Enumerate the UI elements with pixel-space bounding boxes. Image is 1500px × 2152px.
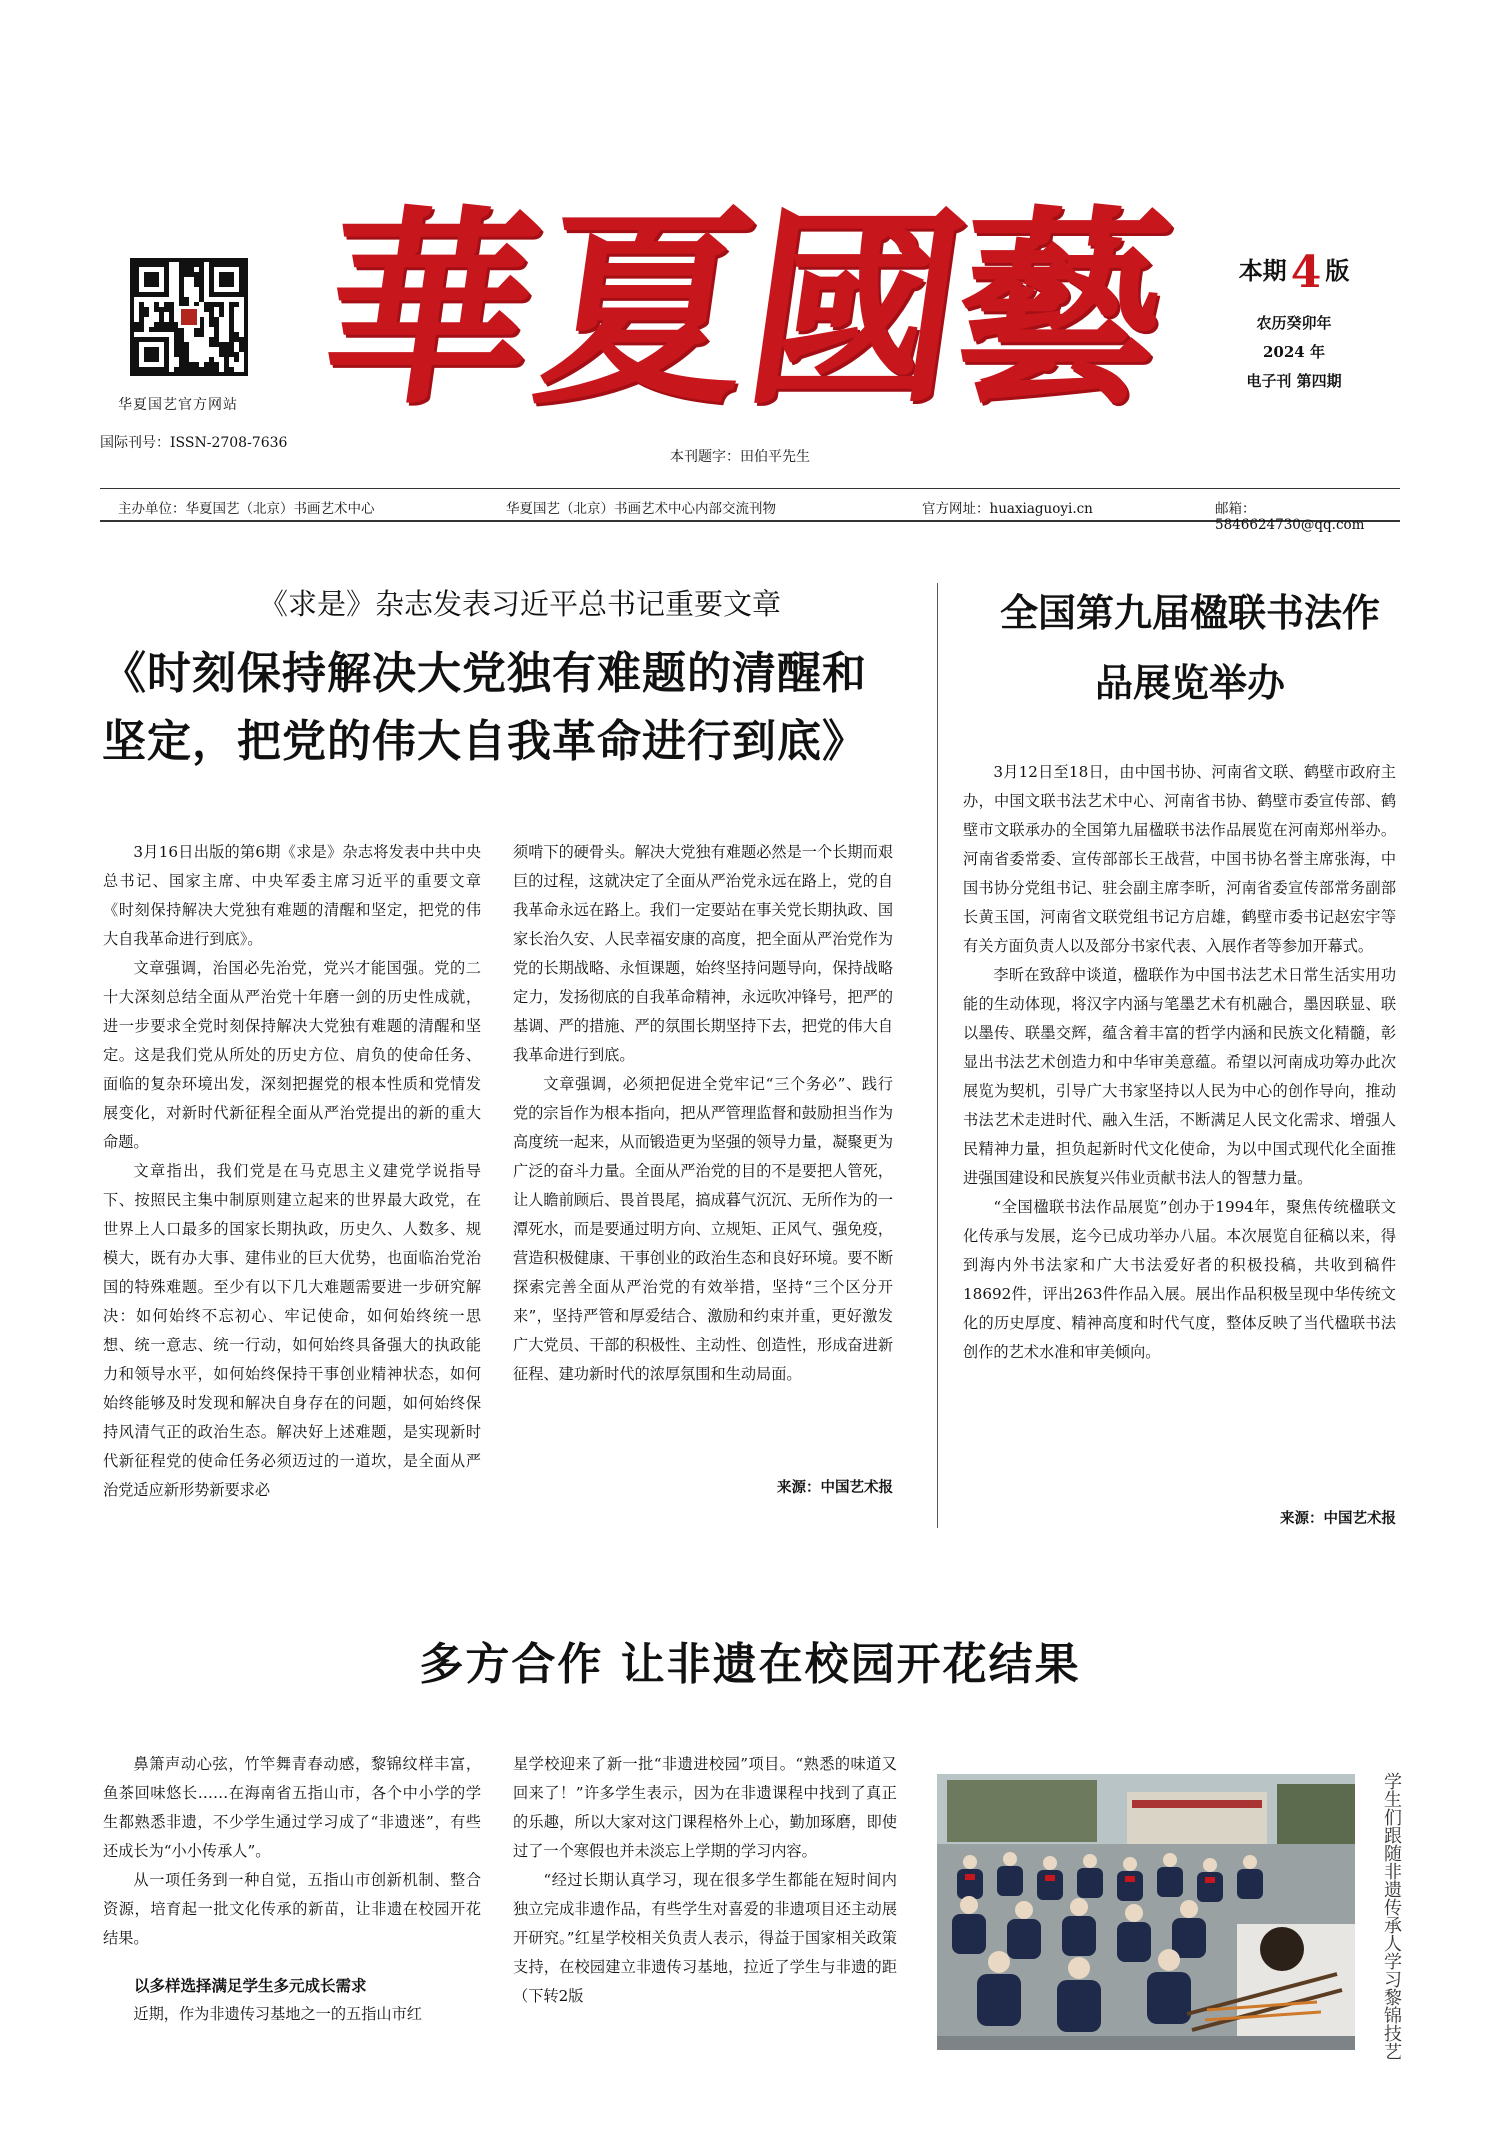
qr-module [174, 352, 179, 357]
column-divider [937, 583, 938, 1528]
issue-edition: 电子刊 第四期 [1246, 372, 1342, 390]
qr-module [164, 292, 169, 297]
qr-module [224, 357, 229, 362]
qr-module [134, 342, 139, 347]
paragraph: 鼻箫声动心弦，竹竿舞青春动感，黎锦纹样丰富，鱼茶回味悠长……在海南省五指山市，各个中小学的学生都熟悉非遗，不少学生通过学习成了“非遗迷”，有些还成长为“小小传承人”。 [103, 1755, 481, 1860]
qr-module [239, 342, 244, 347]
qr-module [209, 367, 214, 372]
qr-module [154, 302, 159, 307]
qr-module [179, 352, 184, 357]
qr-module [179, 342, 184, 347]
qr-module [199, 277, 204, 282]
qr-module [189, 272, 194, 277]
qr-module [164, 322, 169, 327]
qr-module [234, 262, 239, 267]
qr-module [184, 297, 189, 302]
qr-module [174, 337, 179, 342]
lunar-year: 农历癸卯年 [1256, 314, 1332, 332]
qr-code[interactable] [130, 258, 248, 376]
qr-module [229, 312, 234, 317]
qr-module [184, 267, 189, 272]
qr-module [179, 292, 184, 297]
logo-inscription: 本刊题字：田伯平先生 [670, 449, 810, 465]
qr-module [134, 282, 139, 287]
qr-module [154, 292, 159, 297]
qr-module [219, 342, 224, 347]
qr-module [199, 292, 204, 297]
qr-module [184, 357, 189, 362]
qr-module [209, 322, 214, 327]
qr-module [214, 302, 219, 307]
qr-module [179, 277, 184, 282]
qr-module [234, 337, 239, 342]
qr-module [144, 272, 149, 277]
qr-module [184, 262, 189, 267]
qr-module [149, 367, 154, 372]
paragraph: 文章强调，治国必先治党，党兴才能国强。党的二十大深刻总结全面从严治党十年磨一剑的历史性成就，进一步要求全党时刻保持解决大党独有难题的清醒和坚定。这是我们党从所处的历史方位、肩负的使命任务、面临的复杂环境出发，深刻把握党的根本性质和党情发展变化，对新时代新征程全面从严治党提出的新的重大命题。 [103, 959, 481, 1151]
qr-module [134, 337, 139, 342]
qr-module [159, 317, 164, 322]
qr-module [214, 367, 219, 372]
qr-module [229, 307, 234, 312]
qr-module [164, 362, 169, 367]
qr-module [219, 277, 224, 282]
qr-module [239, 287, 244, 292]
qr-module [134, 357, 139, 362]
logo-char-1: 華 [307, 186, 553, 433]
qr-module [239, 292, 244, 297]
qr-module [154, 357, 159, 362]
qr-module [234, 302, 239, 307]
qr-module [199, 332, 204, 337]
qr-module [229, 332, 234, 337]
issue-number: 4 [1290, 247, 1322, 298]
qr-module [189, 367, 194, 372]
qr-module [139, 367, 144, 372]
qr-module [134, 322, 139, 327]
qr-module [219, 352, 224, 357]
qr-module [194, 367, 199, 372]
qr-module [239, 337, 244, 342]
qr-module [134, 352, 139, 357]
qr-module [189, 262, 194, 267]
qr-module [169, 327, 174, 332]
paragraph: 星学校迎来了新一批“非遗进校园”项目。“熟悉的味道又回来了！”许多学生表示，因为在非遗课程中找到了真正的乐趣，所以大家对这门课程格外上心，勤加琢磨，即使过了一个寒假也并未淡忘上学期的学习内容。 [513, 1755, 897, 1860]
qr-module [209, 302, 214, 307]
qr-module [199, 282, 204, 287]
qr-module [204, 307, 209, 312]
qr-module [164, 337, 169, 342]
qr-module [224, 272, 229, 277]
qr-module [219, 302, 224, 307]
qr-module [134, 362, 139, 367]
qr-module [224, 367, 229, 372]
paragraph: 李昕在致辞中谈道，楹联作为中国书法艺术日常生活实用功能的生动体现，将汉字内涵与笔墨艺术有机融合，墨因联显、联以墨传、联墨交辉，蕴含着丰富的哲学内涵和民族文化精髓，彰显出书法艺术创造力和中华审美意蕴。希望以河南成功筹办此次展览为契机，引导广大书家坚持以人民为中心的创作导向，推动书法艺术走进时代、融入生活，不断满足人民文化需求、增强人民精神力量，担负起新时代文化使命，为以中国式现代化全面推进强国建设和民族复兴伟业贡献书法人的智慧力量。 [963, 966, 1396, 1187]
qr-module [204, 362, 209, 367]
issue-year: 2024 年 [1263, 343, 1325, 361]
qr-module [169, 317, 174, 322]
qr-module [229, 302, 234, 307]
qr-module [204, 367, 209, 372]
qr-module [139, 337, 144, 342]
qr-module [139, 322, 144, 327]
qr-module [149, 327, 154, 332]
qr-module [149, 347, 154, 352]
paragraph: “全国楹联书法作品展览”创办于1994年，聚焦传统楹联文化传承与发展，迄今已成功举办八届。本次展览自征稿以来，得到海内外书法家和广大书法爱好者的积极投稿，共收到稿件18692件，评出263件作品入展。展出作品积极呈现中华传统文化的历史厚度、精神高度和时代气度，整体反映了当代楹联书法创作的艺术水准和审美倾向。 [963, 1198, 1396, 1361]
email-link[interactable]: 邮箱：5846624730@qq.com [1215, 501, 1365, 533]
logo-char-4: 藝 [937, 186, 1183, 433]
issn-number: 国际刊号：ISSN-2708-7636 [100, 435, 288, 451]
paragraph: 3月16日出版的第6期《求是》杂志将发表中共中央总书记、国家主席、中央军委主席习近平的重要文章《时刻保持解决大党独有难题的清醒和坚定，把党的伟大自我革命进行到底》。 [103, 843, 481, 948]
qr-module [134, 267, 139, 272]
qr-module [164, 267, 169, 272]
qr-module [134, 277, 139, 282]
qr-module [239, 262, 244, 267]
qr-module [209, 312, 214, 317]
qr-module [164, 342, 169, 347]
qr-module [194, 272, 199, 277]
side-article-body [963, 758, 1396, 1367]
qr-module [184, 347, 189, 352]
qr-module [184, 362, 189, 367]
qr-module [159, 262, 164, 267]
qr-logo-icon [178, 306, 200, 328]
qr-module [164, 352, 169, 357]
qr-module [179, 272, 184, 277]
article-photo [937, 1774, 1355, 2050]
qr-module [159, 322, 164, 327]
qr-module [199, 267, 204, 272]
qr-module [154, 322, 159, 327]
qr-module [194, 282, 199, 287]
qr-module [144, 262, 149, 267]
qr-module [239, 277, 244, 282]
qr-module [179, 362, 184, 367]
qr-module [164, 262, 169, 267]
qr-module [199, 287, 204, 292]
qr-module [169, 322, 174, 327]
qr-module [169, 302, 174, 307]
qr-module [229, 352, 234, 357]
qr-module [154, 277, 159, 282]
publication-note: 华夏国艺（北京）书画艺术中心内部交流刊物 [506, 501, 776, 517]
bottom-article-col1 [103, 1750, 481, 2029]
qr-caption: 华夏国艺官方网站 [118, 397, 238, 413]
qr-module [139, 262, 144, 267]
qr-module [179, 332, 184, 337]
qr-module [224, 347, 229, 352]
paragraph: 文章指出，我们党是在马克思主义建党学说指导下、按照民主集中制原则建立起来的世界最大政党，在世界上人口最多的国家长期执政，历史久、人数多、规模大，既有办大事、建伟业的巨大优势，也面临治党治国的特殊难题。至少有以下几大难题需要进一步研究解决：如何始终不忘初心、牢记使命，如何始终统一思想、统一意志、统一行动，如何始终具备强大的执政能力和领导水平，如何始终保持干事创业精神状态，如何始终能够及时发现和解决自身存在的问题，如何始终保持风清气正的政治生态。解决好上述难题，是实现新时代新征程党的使命任务必须迈过的一道坎，是全面从严治党适应新形势新要求必 [103, 1162, 481, 1499]
qr-module [209, 287, 214, 292]
qr-module [139, 327, 144, 332]
qr-module [174, 342, 179, 347]
qr-module [169, 312, 174, 317]
qr-module [209, 267, 214, 272]
qr-module [134, 262, 139, 267]
paragraph: 3月12日至18日，由中国书协、河南省文联、鹤壁市政府主办，中国文联书法艺术中心、河南省书协、鹤壁市委宣传部、鹤壁市文联承办的全国第九届楹联书法作品展览在河南郑州举办。河南省委常委、宣传部部长王战营，中国书协名誉主席张海，中国书协分党组书记、驻会副主席李昕，河南省委宣传部常务副部长黄玉国，河南省文联党组书记方启雄，鹤壁市委书记赵宏宇等有关方面负责人以及部分书家代表、入展作者等参加开幕式。 [963, 763, 1396, 955]
website-link[interactable]: 官方网址：huaxiaguoyi.cn [922, 501, 1093, 517]
qr-module [144, 282, 149, 287]
qr-module [149, 262, 154, 267]
qr-module [149, 292, 154, 297]
qr-module [214, 292, 219, 297]
qr-module [164, 277, 169, 282]
paragraph: “经过长期认真学习，现在很多学生都能在短时间内独立完成非遗作品，有些学生对喜爱的非遗项目还主动展开研究。”红星学校相关负责人表示，得益于国家相关政策支持，在校园建立非遗传习基地，拉近了学生与非遗的距（下转2版 [513, 1871, 897, 2005]
qr-module [234, 332, 239, 337]
side-article-source: 来源：中国艺术报 [1280, 1511, 1396, 1527]
qr-module [164, 287, 169, 292]
main-article-col2 [513, 838, 893, 1389]
qr-module [214, 362, 219, 367]
qr-module [164, 307, 169, 312]
bottom-article-subhead: 以多样选择满足学生多元成长需求 [134, 1976, 367, 1995]
photo-caption: 学生们跟随非遗传承人学习黎锦技艺 [1381, 1772, 1402, 2060]
students-weaving-photo [937, 1774, 1355, 2050]
qr-module [149, 277, 154, 282]
main-article-source: 来源：中国艺术报 [777, 1480, 893, 1496]
qr-module [224, 282, 229, 287]
qr-module [219, 347, 224, 352]
qr-module [134, 327, 139, 332]
qr-module [159, 292, 164, 297]
qr-module [184, 352, 189, 357]
qr-module [229, 337, 234, 342]
qr-module [154, 337, 159, 342]
qr-module [144, 367, 149, 372]
qr-module [139, 302, 144, 307]
bottom-article-col2 [513, 1750, 897, 2011]
qr-module [134, 287, 139, 292]
logo-char-3: 國 [732, 186, 978, 433]
qr-module [189, 267, 194, 272]
side-article-title: 全国第九届楹联书法作 品展览举办 [999, 590, 1380, 705]
qr-module [224, 352, 229, 357]
qr-module [154, 347, 159, 352]
qr-module [144, 312, 149, 317]
qr-module [164, 347, 169, 352]
qr-module [169, 307, 174, 312]
qr-module [159, 312, 164, 317]
qr-module [194, 332, 199, 337]
qr-module [214, 332, 219, 337]
qr-module [234, 352, 239, 357]
logo-char-2: 夏 [522, 186, 768, 433]
qr-module [179, 262, 184, 267]
qr-module [239, 282, 244, 287]
qr-module [154, 327, 159, 332]
qr-module [209, 292, 214, 297]
paragraph: 从一项任务到一种自觉，五指山市创新机制、整合资源，培育起一批文化传承的新苗，让非遗在校园开花结果。 [103, 1871, 481, 1947]
qr-module [179, 337, 184, 342]
qr-module [179, 287, 184, 292]
qr-module [194, 262, 199, 267]
qr-module [219, 282, 224, 287]
qr-module [134, 292, 139, 297]
qr-module [144, 347, 149, 352]
qr-module [229, 292, 234, 297]
qr-module [214, 317, 219, 322]
qr-module [209, 277, 214, 282]
qr-module [144, 307, 149, 312]
qr-module [184, 367, 189, 372]
qr-module [159, 367, 164, 372]
qr-module [219, 312, 224, 317]
paragraph: 文章强调，必须把促进全党牢记“三个务必”、践行党的宗旨作为根本指向，把从严管理监督和鼓励担当作为高度统一起来，从而锻造更为坚强的领导力量，凝聚更为广泛的奋斗力量。全面从严治党的目的不是要把人管死，让人瞻前顾后、畏首畏尾，搞成暮气沉沉、无所作为的一潭死水，而是要通过明方向、立规矩、正风气、强免疫，营造积极健康、干事创业的政治生态和良好环境。要不断探索完善全面从严治党的有效举措，坚持“三个区分开来”，坚持严管和厚爱结合、激励和约束并重，更好激发广大党员、干部的积极性、主动性、创造性，形成奋进新征程、建功新时代的浓厚氛围和生动局面。 [513, 1075, 893, 1383]
qr-module [229, 327, 234, 332]
qr-module [209, 282, 214, 287]
qr-module [164, 302, 169, 307]
qr-module [219, 262, 224, 267]
qr-module [154, 282, 159, 287]
qr-module [214, 327, 219, 332]
qr-module [224, 262, 229, 267]
qr-module [214, 337, 219, 342]
qr-module [149, 357, 154, 362]
qr-module [199, 272, 204, 277]
qr-module [179, 267, 184, 272]
main-article-col1 [103, 838, 481, 1505]
qr-module [239, 267, 244, 272]
qr-module [164, 327, 169, 332]
qr-module [179, 297, 184, 302]
qr-module [199, 297, 204, 302]
qr-module [194, 277, 199, 282]
qr-module [229, 322, 234, 327]
qr-module [184, 272, 189, 277]
issue-info [1214, 247, 1374, 391]
qr-module [214, 322, 219, 327]
article-headline: 《时刻保持解决大党独有难题的清醒和 坚定，把党的伟大自我革命进行到底》 [102, 648, 867, 767]
qr-module [189, 362, 194, 367]
qr-module [174, 347, 179, 352]
qr-module [144, 357, 149, 362]
qr-module [224, 292, 229, 297]
qr-module [209, 337, 214, 342]
qr-module [134, 272, 139, 277]
qr-module [229, 262, 234, 267]
qr-module [199, 262, 204, 267]
qr-module [139, 307, 144, 312]
qr-module [234, 292, 239, 297]
qr-module [234, 357, 239, 362]
organizer: 主办单位：华夏国艺（北京）书画艺术中心 [118, 501, 375, 517]
qr-module [224, 277, 229, 282]
qr-module [214, 342, 219, 347]
qr-module [219, 272, 224, 277]
qr-module [229, 282, 234, 287]
qr-module [139, 292, 144, 297]
qr-module [209, 357, 214, 362]
qr-module [164, 282, 169, 287]
qr-module [154, 367, 159, 372]
qr-module [149, 272, 154, 277]
qr-module [224, 362, 229, 367]
qr-module [144, 337, 149, 342]
qr-module [224, 342, 229, 347]
qr-module [209, 362, 214, 367]
qr-module [179, 357, 184, 362]
qr-module [174, 367, 179, 372]
qr-module [164, 367, 169, 372]
qr-module [239, 272, 244, 277]
qr-module [134, 367, 139, 372]
qr-module [209, 272, 214, 277]
qr-module [179, 367, 184, 372]
qr-module [229, 277, 234, 282]
qr-module [209, 262, 214, 267]
qr-module [149, 337, 154, 342]
qr-module [149, 352, 154, 357]
qr-module [154, 307, 159, 312]
qr-module [174, 332, 179, 337]
qr-module [199, 367, 204, 372]
qr-module [194, 362, 199, 367]
qr-module [159, 327, 164, 332]
qr-module [229, 272, 234, 277]
qr-module [219, 292, 224, 297]
qr-module [149, 282, 154, 287]
article-kicker: 《求是》杂志发表习近平总书记重要文章 [258, 587, 781, 621]
qr-module [164, 357, 169, 362]
qr-module [179, 282, 184, 287]
issue-pages: 本期4 版 [1238, 247, 1350, 298]
qr-module [204, 302, 209, 307]
paragraph: 近期，作为非遗传习基地之一的五指山市红 [133, 2005, 422, 2023]
qr-module [139, 312, 144, 317]
qr-module [179, 347, 184, 352]
qr-module [209, 317, 214, 322]
newspaper-logo [307, 186, 1183, 433]
qr-module [154, 352, 159, 357]
qr-module [229, 317, 234, 322]
qr-module [154, 272, 159, 277]
qr-module [159, 307, 164, 312]
qr-module [229, 347, 234, 352]
qr-module [229, 367, 234, 372]
qr-module [229, 342, 234, 347]
qr-module [184, 342, 189, 347]
qr-module [144, 277, 149, 282]
qr-module [139, 317, 144, 322]
qr-module [154, 262, 159, 267]
qr-module [214, 262, 219, 267]
qr-module [209, 342, 214, 347]
qr-module [159, 337, 164, 342]
qr-module [144, 292, 149, 297]
qr-module [219, 307, 224, 312]
qr-module [134, 347, 139, 352]
qr-module [209, 307, 214, 312]
bottom-article-title: 多方合作 让非遗在校园开花结果 [419, 1639, 1081, 1690]
qr-module [144, 352, 149, 357]
qr-module [164, 272, 169, 277]
info-bar [100, 488, 1400, 533]
qr-module [239, 347, 244, 352]
paragraph: 须啃下的硬骨头。解决大党独有难题必然是一个长期而艰巨的过程，这就决定了全面从严治党永远在路上，党的自我革命永远在路上。我们一定要站在事关党长期执政、国家长治久安、人民幸福安康的高度，把全面从严治党作为党的长期战略、永恒课题，始终坚持问题导向，保持战略定力，发扬彻底的自我革命精神，永远吹冲锋号，把严的基调、严的措施、严的氛围长期坚持下去，把党的伟大自我革命进行到底。 [513, 843, 893, 1064]
